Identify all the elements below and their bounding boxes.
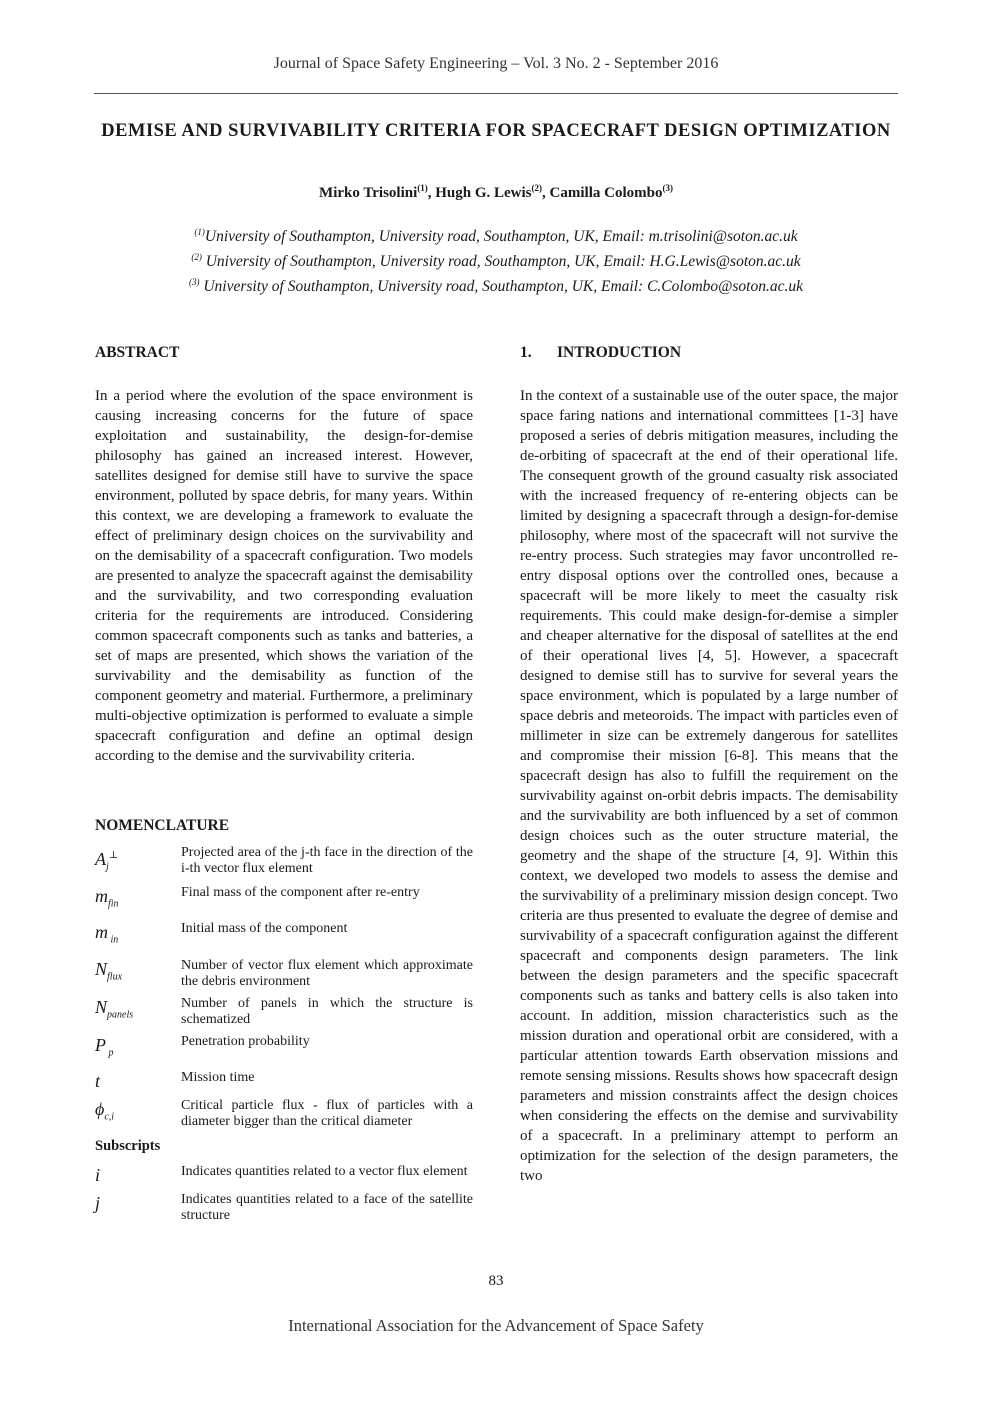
left-column <box>95 343 473 1230</box>
nomenclature-row <box>95 1034 473 1065</box>
subscript-description: Indicates quantities related to a vector flux element <box>181 1164 468 1180</box>
symbol-subscript: c,i <box>104 1111 115 1123</box>
nomenclature-symbol <box>95 921 181 952</box>
symbol-subscript: panels <box>107 1009 134 1021</box>
right-column <box>520 343 898 1186</box>
nomenclature-description: Mission time <box>181 1070 255 1086</box>
symbol-base: m <box>95 885 108 906</box>
section-number: 1. <box>520 344 532 361</box>
nomenclature-description: Penetration probability <box>181 1033 310 1049</box>
subscript-symbol: j <box>95 1193 101 1214</box>
symbol-subscript: p <box>106 1047 114 1059</box>
author-name: Camilla Colombo <box>549 185 663 201</box>
author-mark: (3) <box>662 183 673 193</box>
introduction-text: In the context of a sustainable use of the outer space, the major space faring nations and international committees [1-3] have proposed a series of debris mitigation measures, including the de-orbiting of spacecraft at the end of their operational life. The consequent growth of the ground casualty risk associated with the increased frequency of re-entering objects can be limited by designing a spacecraft through a design-for-demise philosophy, where most of the spacecraft will not survive the re-entry process. Such strategies may favor uncontrolled re-entry disposal options over the controlled ones, because a spacecraft will be more likely to meet the casualty risk requirements. This could make design-for-demise a simpler and cheaper alternative for the disposal of satellites at the end of their operational lives [4, 5]. However, a spacecraft designed to demise still has to survive for several years the space environment, which is populated by a large number of space debris and meteoroids. The impact with particles even of millimeter in size can be extremely dangerous for satellites and compromise their mission [6-8]. This means that the spacecraft design has also to fulfill the requirement on the survivability against on-orbit debris impacts. The demisability and the survivability are both influenced by a set of common design choices such as the outer structure material, the geometry and the shape of the structure [4, 9]. Within this context, we developed two models to assess the demise and the survivability of a preliminary mission design concept. Two criteria are thus presented to evaluate the degree of demise and survivability of a spacecraft configuration against the different spacecraft and components design parameters. The link between the design parameters and the specific spacecraft components such as tanks and battery cells is also taken into account. In addition, mission characteristics such as the mission duration and operational orbit are considered, with a particular attention towards Earth observation missions and remote sensing missions. Results shows how spacecraft design parameters and mission constraints affect the design choices when considering the effects on the demise and survivability of a spacecraft. In a preliminary attempt to perform an optimization for the selection of the design parameters, the two <box>520 388 898 1184</box>
page-number: 83 <box>488 1273 504 1289</box>
nomenclature-symbol <box>95 996 181 1027</box>
nomenclature-description: Final mass of the component after re-entry <box>181 884 420 900</box>
symbol-subscript: j <box>106 861 109 873</box>
nomenclature-description: Projected area of the j-th face in the direction of the i-th vector flux element <box>181 845 473 876</box>
subscript-description: Indicates quantities related to a face of the satellite structure <box>181 1192 473 1224</box>
symbol-base: N <box>95 996 108 1017</box>
introduction-heading <box>520 343 898 363</box>
affiliation-mark: (1) <box>194 227 205 237</box>
nomenclature-symbol <box>95 1070 181 1092</box>
symbol-subscript: flux <box>107 971 123 983</box>
symbol-base: t <box>95 1071 101 1092</box>
symbol-base: m <box>95 922 108 943</box>
affiliation <box>0 222 992 247</box>
affiliation-list <box>0 222 992 297</box>
section-title: INTRODUCTION <box>557 344 682 361</box>
nomenclature-row <box>95 921 473 952</box>
affiliation <box>0 272 992 297</box>
nomenclature-description: Number of panels in which the structure is schematized <box>181 995 473 1027</box>
nomenclature-description: Initial mass of the component <box>181 921 348 937</box>
author-name: Hugh G. Lewis <box>435 185 532 201</box>
nomenclature-symbol <box>95 1098 181 1129</box>
author-list <box>0 183 992 202</box>
nomenclature-row <box>95 885 473 916</box>
affiliation-text: University of Southampton, University road, Southampton, UK, Email: H.G.Lewis@soton.ac.uk <box>201 253 801 271</box>
nomenclature-row <box>95 996 473 1028</box>
header-rule <box>94 93 898 94</box>
symbol-base: ϕ <box>95 1099 105 1120</box>
author-separator: , <box>427 185 436 201</box>
affiliation-mark: (3) <box>188 277 200 288</box>
nomenclature-heading: NOMENCLATURE <box>95 817 230 834</box>
affiliation-text: University of Southampton, University road, Southampton, UK, Email: m.trisolini@soton.ac.uk <box>204 228 798 246</box>
subscript-row <box>95 1192 473 1224</box>
affiliation-mark: (2) <box>191 252 202 263</box>
paper-title: DEMISE AND SURVIVABILITY CRITERIA FOR SPACECRAFT DESIGN OPTIMIZATION <box>101 121 891 141</box>
author-separator: , <box>542 185 550 201</box>
author-mark: (2) <box>531 183 543 193</box>
nomenclature-row <box>95 1070 473 1092</box>
nomenclature-symbol <box>95 885 181 916</box>
journal-header: Journal of Space Safety Engineering – Vol. 3 No. 2 - September 2016 <box>273 55 719 72</box>
nomenclature-row <box>95 1098 473 1130</box>
author-name: Mirko Trisolini <box>319 185 418 201</box>
author-mark: (1) <box>417 183 428 193</box>
symbol-superscript: ⊥ <box>108 850 119 861</box>
abstract-heading: ABSTRACT <box>95 344 180 361</box>
nomenclature-row <box>95 958 473 990</box>
nomenclature-symbol <box>95 1034 181 1065</box>
abstract-text: In a period where the evolution of the space environment is causing increasing concerns for the future of space exploitation and sustainability, the design-for-demise philosophy has gained an increased interest. However, satellites designed for demise still have to survive the space environment, polluted by space debris, for many years. Within this context, we are developing a framework to evaluate the effect of preliminary design choices on the survivability and on the demisability of a spacecraft configuration. Two models are presented to analyze the spacecraft against the demisability and the survivability, and two corresponding evaluation criteria for the requirements are introduced. Considering common spacecraft components such as tanks and batteries, a set of maps are presented, which shows the variation of the survivability and the demisability as function of the component geometry and material. Furthermore, a preliminary multi-objective optimization is performed to evaluate a simple spacecraft configuration and define an optimal design according to the demise and the survivability criteria. <box>95 388 473 764</box>
nomenclature-description: Number of vector flux element which approximate the debris environment <box>181 957 473 989</box>
subscript-symbol: i <box>95 1165 101 1186</box>
nomenclature-symbol <box>95 958 181 989</box>
nomenclature-description: Critical particle flux - flux of particles with a diameter bigger than the critical diameter <box>181 1098 473 1130</box>
symbol-base: N <box>95 958 108 979</box>
page-footer: International Association for the Advancement of Space Safety <box>288 1316 704 1335</box>
symbol-subscript: fin <box>108 898 119 910</box>
affiliation-text: University of Southampton, University road, Southampton, UK, Email: C.Colombo@soton.ac.uk <box>199 278 803 296</box>
symbol-subscript: in <box>108 934 119 946</box>
subscripts-label: Subscripts <box>95 1138 161 1155</box>
nomenclature-row <box>95 845 473 879</box>
subscript-row <box>95 1164 473 1186</box>
affiliation <box>0 247 992 272</box>
nomenclature-symbol <box>95 845 181 879</box>
symbol-base: P <box>95 1034 106 1055</box>
symbol-base: A <box>95 849 106 869</box>
